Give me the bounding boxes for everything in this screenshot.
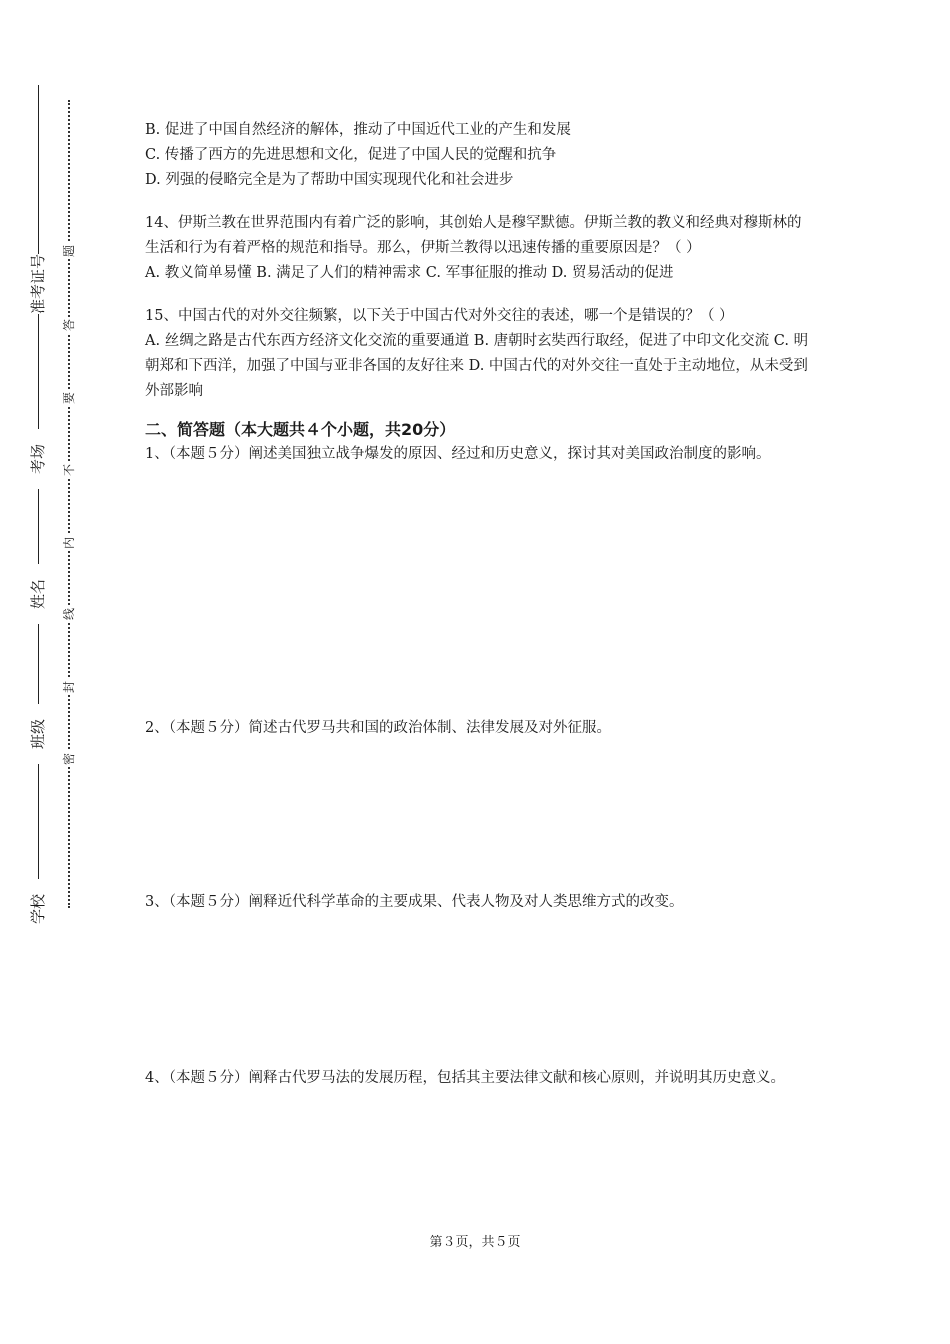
seal-char: 封 [62,681,76,694]
short-answer-4: 4、（本题５分）阐释古代罗马法的发展历程，包括其主要法律文献和核心原则，并说明其历史意义。 [145,1070,785,1086]
seal-char: 答 [62,319,76,332]
field-exam-number: 准考证号 [29,253,47,314]
section2-title: 二、简答题（本大题共４个小题，共20分） [145,420,456,439]
q15-options: A. 丝绸之路是古代东西方经济文化交流的重要通道 B. 唐朝时玄奘西行取经，促进了中印文化交流 C. 明朝郑和下西洋，加强了中国与亚非各国的友好往来 D. 中国古代的对外交往一直处于主动地位，从未受到外部影响 [145,333,809,399]
seal-char: 要 [62,392,76,405]
seal-char: 题 [62,245,76,258]
short-answer-2: 2、（本题５分）简述古代罗马共和国的政治体制、法律发展及对外征服。 [145,720,611,736]
q14-options: A. 教义简单易懂 B. 满足了人们的精神需求 C. 军事征服的推动 D. 贸易活动的促进 [145,265,674,281]
question-content [145,118,815,467]
q14-stem: 14、伊斯兰教在世界范围内有着广泛的影响，其创始人是穆罕默德。伊斯兰教的教义和经典对穆斯林的生活和行为有着严格的规范和指导。那么，伊斯兰教得以迅速传播的重要原因是？（ ） [145,215,802,256]
seal-char: 内 [62,537,76,550]
q15-stem: 15、中国古代的对外交往频繁，以下关于中国古代对外交往的表述，哪一个是错误的？（ ） [145,308,734,324]
seal-char: 线 [62,608,76,621]
field-name: 姓名 [29,564,47,624]
binding-solid-line [38,85,39,920]
short-answer-1: 1、（本题５分）阐述美国独立战争爆发的原因、经过和历史意义，探讨其对美国政治制度的影响。 [145,446,771,462]
short-answer-3: 3、（本题５分）阐释近代科学革命的主要成果、代表人物及对人类思维方式的改变。 [145,894,684,910]
binding-dotted-line [68,100,70,908]
field-class: 班级 [29,704,47,764]
seal-char: 不 [62,464,76,477]
field-exam-room: 考场 [29,429,47,489]
seal-char: 密 [62,753,76,766]
q13-option-c: C. 传播了西方的先进思想和文化，促进了中国人民的觉醒和抗争 [145,147,557,163]
q13-option-b: B. 促进了中国自然经济的解体，推动了中国近代工业的产生和发展 [145,122,571,138]
q13-option-d: D. 列强的侵略完全是为了帮助中国实现现代化和社会进步 [145,172,514,188]
field-school: 学校 [29,879,47,939]
page-footer: 第３页，共５页 [429,1235,521,1250]
